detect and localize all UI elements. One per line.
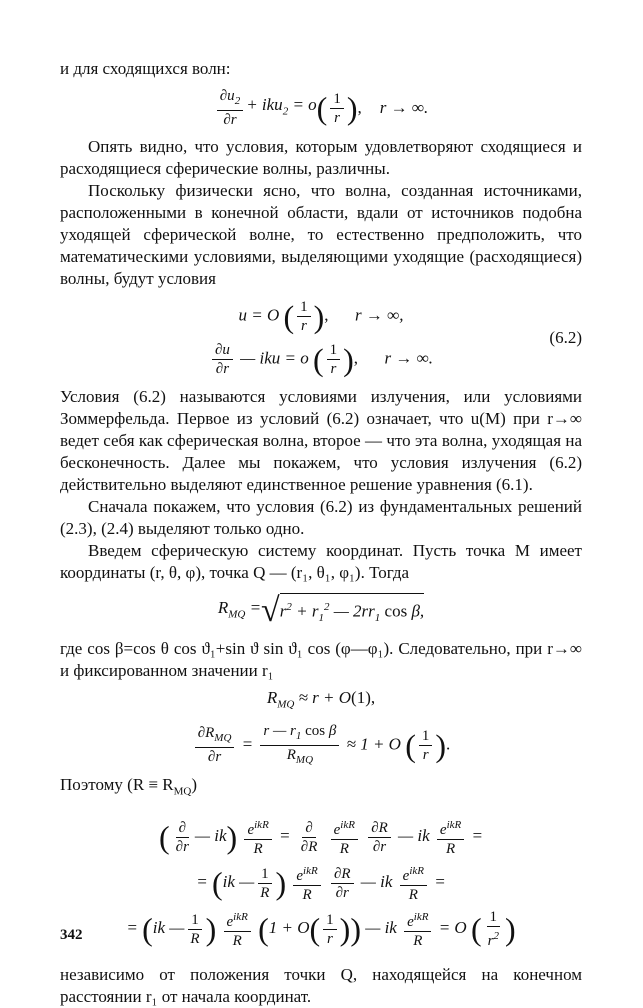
paragraph-3: Поскольку физически ясно, что волна, созданная источниками, расположенными в конечной области, вдали от источников подобна уходящей сферической волне, то естественно предположить, что математическими условиями, выделяющими уходящие (расходящиеся) волны, будут условия	[60, 181, 582, 288]
paragraph-7: где cos β=cos θ cos ϑ₁+sin ϑ sin ϑ₁ cos (φ—φ₁). Следовательно, при r→∞ и фиксированном значении r₁	[60, 639, 582, 680]
paragraph-8-text: Поэтому (R ≡ R	[60, 775, 174, 794]
formula-6-2: u = O ( $\frac{1}{r}$ ), r → ∞, $\frac{\partial u}{\partial r}$ — iku = o ( $\frac{1}{r}$ ), r → ∞. (6.2)	[60, 296, 582, 380]
formula-limit: r → ∞,	[355, 305, 404, 325]
page-body	[60, 58, 582, 1008]
paragraph-1: и для сходящихся волн:	[60, 59, 231, 78]
equation-number: (6.2)	[549, 328, 582, 347]
paragraph-8	[60, 774, 582, 802]
paragraph-4: Условия (6.2) называются условиями излучения, или условиями Зоммерфельда. Первое из условий (6.2) означает, что u(M) при r→∞ ведет себя как сферическая волна, второе — что эта волна, уходящая на бесконечность. Далее мы покажем, что условия излучения (6.2) действительно выделяют единственное решение уравнения (6.1).	[60, 387, 582, 494]
paragraph-8-sub: MQ	[173, 785, 192, 798]
page-number: 342	[60, 927, 83, 943]
formula-limit: r → ∞.	[379, 98, 429, 117]
paragraph-2: Опять видно, что условия, которым удовлетворяют сходящиеся и расходящиеся сферические волны, различны.	[60, 137, 582, 178]
formula-asymptotic: $R_{MQ} \approx r + O(1)$, $\frac{\partial R_{MQ}}{\partial r}$ = $\frac{r — r_1 \cos \beta}{R_{MQ}}$ ≈ 1 + O ( $\frac{1}{r}$ ).	[60, 688, 582, 768]
paragraph-6: Введем сферическую систему координат. Пусть точка M имеет координаты (r, θ, φ), точка Q — (r₁, θ₁, φ₁). Тогда	[60, 541, 582, 582]
paragraph-8-end: )	[191, 775, 198, 794]
paragraph-5: Сначала покажем, что условия (6.2) из фундаментальных решений (2.3), (2.4) выделяют только одно.	[60, 497, 582, 538]
formula-derivation: ( $\frac{\partial}{\partial r}$ — ik) $\frac{e^{ikR}}{R}$ = $\frac{\partial}{\partial R}$ $\frac{e^{ikR}}{R}$ $\frac{\partial R}{\partial r}$ — ik $\frac{e^{ikR}}{R}$ = = (ik — $\frac{1}{R}$ ) $\frac{e^{ikR}}{R}$ $\frac{\partial R}{\partial r}$ — ik $\frac{e^{ikR}}{R}$ = = (ik — $\frac{1}{R}$ ) $\frac{e^{ikR}}{R}$ (1 + O( $\frac{1}{r}$ )) — ik $\frac{e^{ikR}}{R}$ = O ( $\frac{1}{r^2}$ )	[60, 808, 582, 958]
formula-converging: $\frac{\partial u_2}{\partial r}$ + iku$_2$ = o ( $\frac{1}{r}$ ) , r → ∞.	[60, 86, 582, 130]
paragraph-9: независимо от положения точки Q, находящейся на конечном расстоянии r₁ от начала координат.	[60, 965, 582, 1007]
formula-rmq: $R_{MQ}$ = √ $r^2 + r_1^2$ — $2rr_1$ cos β,	[217, 592, 425, 629]
formula-limit: r → ∞.	[384, 348, 434, 368]
